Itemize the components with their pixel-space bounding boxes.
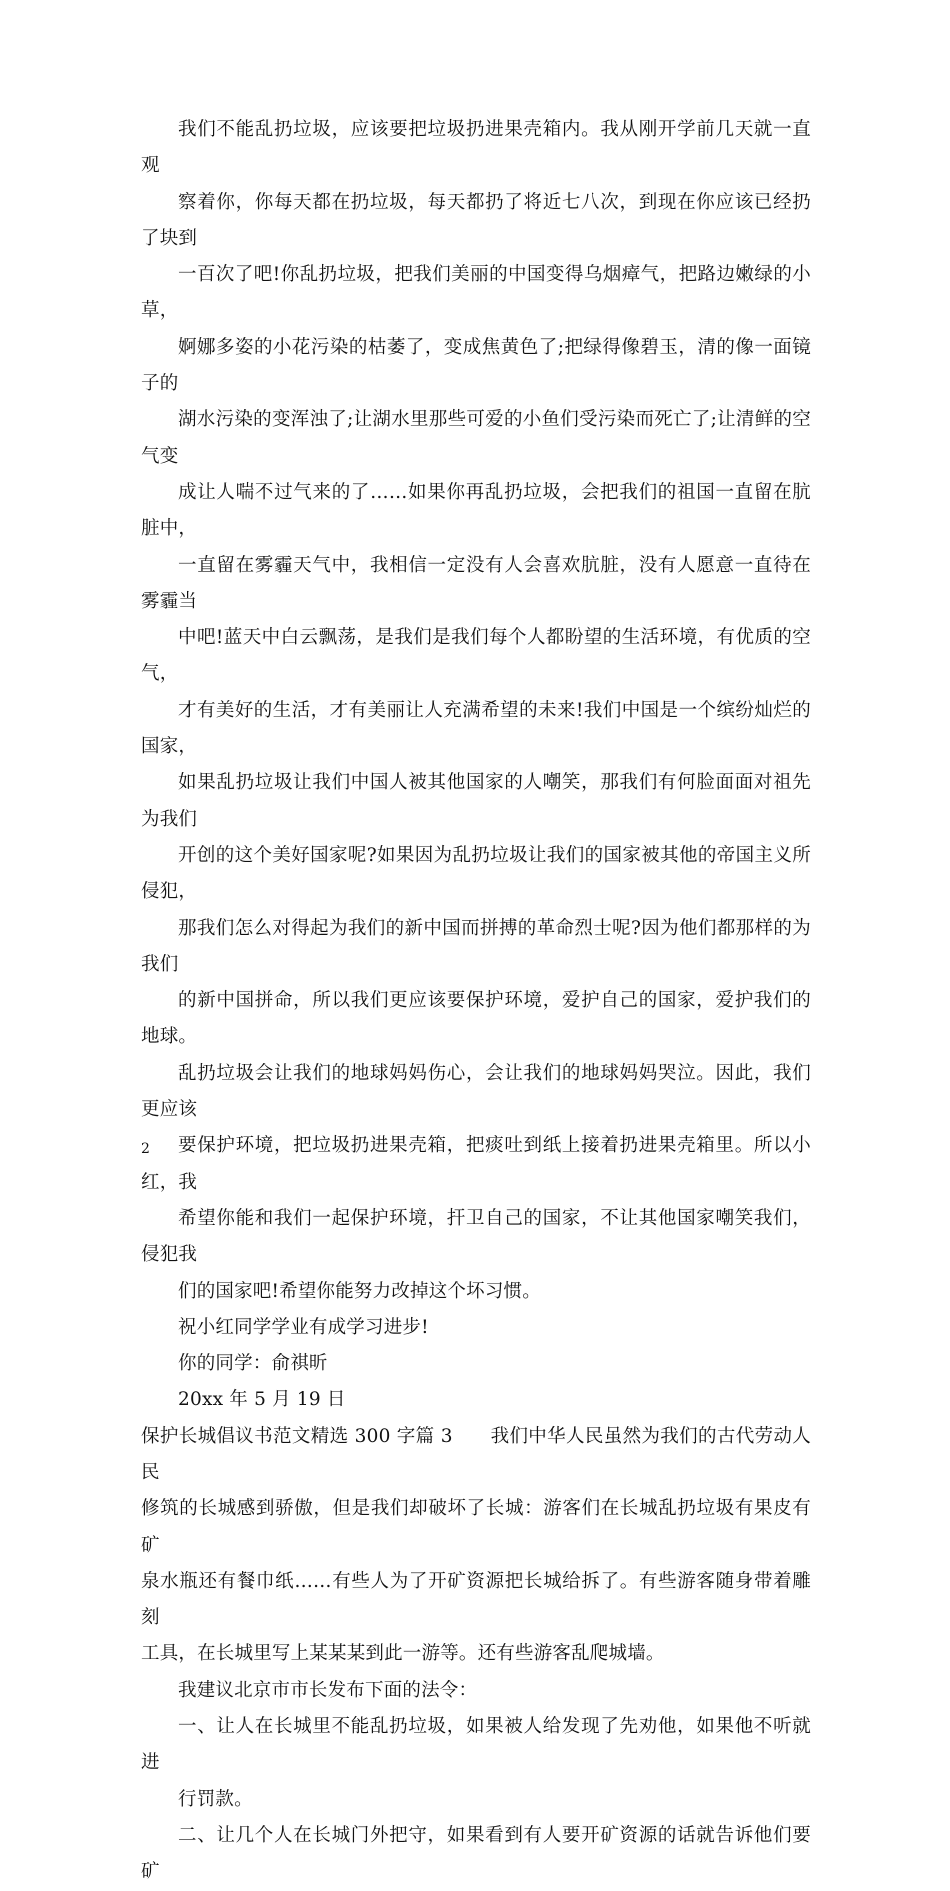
paragraph: [141, 112, 811, 1310]
text-line: 察着你，你每天都在扔垃圾，每天都扔了将近七八次，到现在你应该已经扔了块到: [141, 191, 811, 249]
text-line: 们的国家吧!希望你能努力改掉这个坏习惯。: [178, 1280, 541, 1302]
text-line: 工具，在长城里写上某某某到此一游等。还有些游客乱爬城墙。: [141, 1643, 665, 1665]
text-line: 20xx 年 5 月 19 日: [178, 1389, 346, 1411]
text-line: 行罚款。: [178, 1788, 253, 1810]
text-line: 我建议北京市市长发布下面的法令：: [178, 1679, 478, 1701]
paragraph: [141, 1419, 811, 1673]
text-line: 成让人喘不过气来的了……如果你再乱扔垃圾，会把我们的祖国一直留在肮脏中，: [141, 481, 811, 540]
paragraph: [141, 1346, 811, 1382]
document-body: [141, 112, 811, 1891]
text-line: 希望你能和我们一起保护环境，扞卫自己的国家，不让其他国家嘲笑我们，侵犯我: [141, 1207, 811, 1266]
text-line: 开创的这个美好国家呢?如果因为乱扔垃圾让我们的国家被其他的帝国主义所侵犯，: [141, 844, 811, 903]
text-line: 一直留在雾霾天气中，我相信一定没有人会喜欢肮脏，没有人愿意一直待在雾霾当: [141, 554, 811, 612]
text-line: 如果乱扔垃圾让我们中国人被其他国家的人嘲笑，那我们有何脸面面对祖先为我们: [141, 772, 811, 830]
text-line: 一、让人在长城里不能乱扔垃圾，如果被人给发现了先劝他，如果他不听就进: [141, 1716, 811, 1774]
text-line: 二、让几个人在长城门外把守，如果看到有人要开矿资源的话就告诉他们要矿: [141, 1824, 811, 1883]
paragraph: [141, 1310, 811, 1346]
paragraph: [141, 1382, 811, 1418]
paragraph: [141, 1709, 811, 1818]
text-line: 中吧!蓝天中白云飘荡，是我们是我们每个人都盼望的生活环境，有优质的空气，: [141, 627, 811, 685]
paragraph: [141, 1818, 811, 1891]
text-line: 一百次了吧!你乱扔垃圾，把我们美丽的中国变得乌烟瘴气，把路边嫩绿的小草，: [141, 264, 811, 322]
text-line: 祝小红同学学业有成学习进步!: [178, 1316, 429, 1338]
text-line: 要保护环境，把垃圾扔进果壳箱，把痰吐到纸上接着扔进果壳箱里。所以小红，我: [141, 1135, 811, 1193]
text-line: 泉水瓶还有餐巾纸……有些人为了开矿资源把长城给拆了。有些游客随身带着雕刻: [141, 1570, 811, 1629]
text-line: 乱扔垃圾会让我们的地球妈妈伤心，会让我们的地球妈妈哭泣。因此，我们更应该: [141, 1062, 811, 1121]
text-line: 修筑的长城感到骄傲，但是我们却破坏了长城：游客们在长城乱扔垃圾有果皮有矿: [141, 1498, 811, 1556]
page-number: 2: [141, 1141, 150, 1157]
text-line: 的新中国拼命，所以我们更应该要保护环境，爱护自己的国家，爱护我们的地球。: [141, 990, 811, 1048]
text-line: 保护长城倡议书范文精选 300 字篇 3 我们中华人民虽然为我们的古代劳动人民: [141, 1425, 811, 1483]
text-line: 湖水污染的变浑浊了;让湖水里那些可爱的小鱼们受污染而死亡了;让清鲜的空气变: [141, 409, 811, 467]
text-line: 那我们怎么对得起为我们的新中国而拼搏的革命烈士呢?因为他们都那样的为我们: [141, 917, 811, 975]
text-line: 才有美好的生活，才有美丽让人充满希望的未来!我们中国是一个缤纷灿烂的国家，: [141, 699, 811, 758]
text-line: 我们不能乱扔垃圾，应该要把垃圾扔进果壳箱内。我从刚开学前几天就一直观: [141, 119, 811, 177]
text-line: 你的同学：俞祺昕: [178, 1353, 328, 1375]
text-line: 婀娜多姿的小花污染的枯萎了，变成焦黄色了;把绿得像碧玉，清的像一面镜子的: [141, 336, 811, 395]
paragraph: [141, 1673, 811, 1709]
